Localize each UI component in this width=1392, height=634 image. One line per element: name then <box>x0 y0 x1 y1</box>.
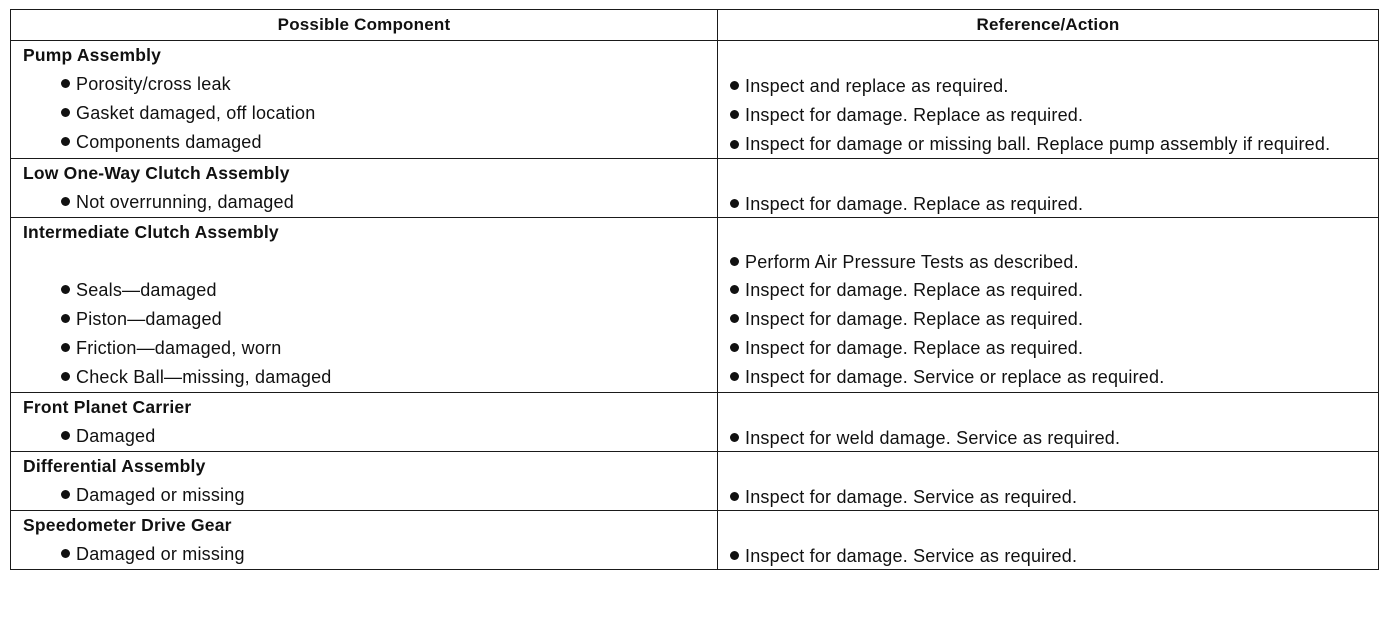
component-item <box>11 188 717 217</box>
action-item <box>718 100 1378 130</box>
action-item <box>718 363 1378 392</box>
component-item <box>11 540 717 569</box>
action-text: Inspect for damage. Service or replace as required. <box>745 367 1165 387</box>
bullet-dot-icon <box>730 110 739 119</box>
bullet-dot-icon <box>61 137 70 146</box>
component-text: Not overrunning, damaged <box>76 192 294 212</box>
group-intermediate-clutch <box>11 218 1379 393</box>
bullet-dot-icon <box>61 79 70 88</box>
component-cell <box>11 218 718 393</box>
action-item <box>718 70 1378 100</box>
bullet-dot-icon <box>61 314 70 323</box>
bullet-dot-icon <box>730 433 739 442</box>
group-pump-assembly <box>11 41 1379 159</box>
action-text: Inspect for weld damage. Service as required. <box>745 428 1121 448</box>
bullet-dot-icon <box>61 343 70 352</box>
action-item <box>718 305 1378 334</box>
component-item <box>11 70 717 99</box>
bullet-dot-icon <box>61 490 70 499</box>
action-text: Perform Air Pressure Tests as described. <box>745 252 1079 272</box>
group-speedometer-drive-gear <box>11 511 1379 570</box>
action-text: Inspect for damage. Replace as required. <box>745 194 1084 214</box>
bullet-dot-icon <box>61 372 70 381</box>
action-text: Inspect for damage. Service as required. <box>745 487 1078 507</box>
component-item <box>11 276 717 305</box>
action-cell <box>718 218 1379 393</box>
component-text: Piston—damaged <box>76 309 222 329</box>
group-differential-assembly <box>11 452 1379 511</box>
bullet-dot-icon <box>730 81 739 90</box>
bullet-dot-icon <box>61 197 70 206</box>
component-text: Damaged or missing <box>76 544 245 564</box>
action-item <box>718 188 1378 217</box>
group-title: Low One-Way Clutch Assembly <box>23 163 290 183</box>
action-text: Inspect for damage. Replace as required. <box>745 105 1084 125</box>
bullet-dot-icon <box>61 108 70 117</box>
action-text: Inspect for damage. Service as required. <box>745 546 1078 566</box>
bullet-dot-icon <box>61 285 70 294</box>
component-item <box>11 305 717 334</box>
action-text: Inspect for damage. Replace as required. <box>745 338 1084 358</box>
component-cell <box>11 452 718 511</box>
component-item <box>11 128 717 157</box>
action-cell <box>718 393 1379 452</box>
action-cell <box>718 41 1379 159</box>
bullet-dot-icon <box>730 343 739 352</box>
action-item <box>718 481 1378 510</box>
component-cell <box>11 41 718 159</box>
bullet-dot-icon <box>61 549 70 558</box>
action-item <box>718 334 1378 363</box>
action-text: Inspect for damage. Replace as required. <box>745 309 1084 329</box>
component-text: Friction—damaged, worn <box>76 338 282 358</box>
action-cell <box>718 159 1379 218</box>
component-text: Damaged or missing <box>76 485 245 505</box>
action-text: Inspect for damage. Replace as required. <box>745 280 1084 300</box>
group-title: Intermediate Clutch Assembly <box>23 222 279 242</box>
component-text: Check Ball—missing, damaged <box>76 367 332 387</box>
component-text: Porosity/cross leak <box>76 74 231 94</box>
component-item <box>11 99 717 128</box>
bullet-dot-icon <box>730 257 739 266</box>
component-text: Damaged <box>76 426 156 446</box>
component-text: Components damaged <box>76 132 262 152</box>
action-item <box>718 276 1378 305</box>
bullet-dot-icon <box>730 199 739 208</box>
component-text: Gasket damaged, off location <box>76 103 316 123</box>
group-title: Front Planet Carrier <box>23 397 192 417</box>
header-possible-component: Possible Component <box>11 10 718 41</box>
group-title: Pump Assembly <box>23 45 162 65</box>
action-cell <box>718 452 1379 511</box>
bullet-dot-icon <box>730 372 739 381</box>
component-item <box>11 422 717 451</box>
component-item <box>11 481 717 510</box>
action-text: Inspect for damage or missing ball. Replace pump assembly if required. <box>745 134 1331 154</box>
action-text: Inspect and replace as required. <box>745 76 1009 96</box>
table-header-row <box>11 10 1379 41</box>
component-cell <box>11 511 718 570</box>
bullet-dot-icon <box>730 492 739 501</box>
header-reference-action: Reference/Action <box>718 10 1379 41</box>
component-item <box>11 363 717 392</box>
group-title: Speedometer Drive Gear <box>23 515 232 535</box>
component-item <box>11 334 717 363</box>
component-text: Seals—damaged <box>76 280 217 300</box>
action-cell <box>718 511 1379 570</box>
bullet-dot-icon <box>730 314 739 323</box>
group-title: Differential Assembly <box>23 456 206 476</box>
diagnosis-table <box>10 9 1379 570</box>
group-front-planet-carrier <box>11 393 1379 452</box>
component-cell <box>11 393 718 452</box>
bullet-dot-icon <box>730 140 739 149</box>
action-item <box>718 247 1378 276</box>
bullet-dot-icon <box>61 431 70 440</box>
bullet-dot-icon <box>730 285 739 294</box>
action-item <box>718 422 1378 451</box>
action-item <box>718 130 1378 158</box>
group-low-one-way-clutch <box>11 159 1379 218</box>
component-cell <box>11 159 718 218</box>
bullet-dot-icon <box>730 551 739 560</box>
action-item <box>718 540 1378 569</box>
